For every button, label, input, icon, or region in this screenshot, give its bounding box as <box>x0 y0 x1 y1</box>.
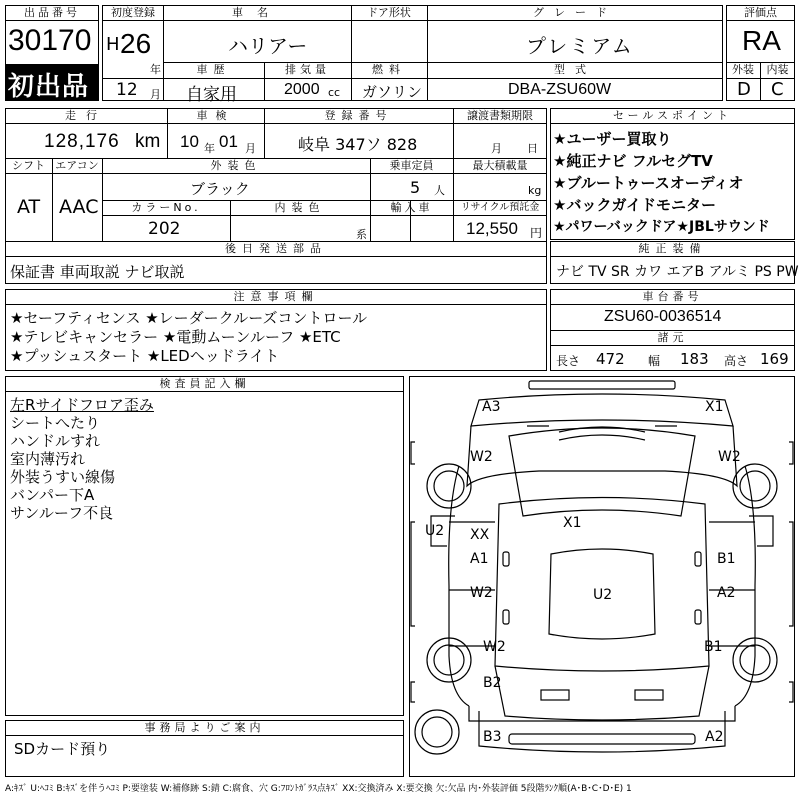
inspector-list <box>10 396 154 522</box>
sales-label: セールスポイント <box>612 109 732 122</box>
damage-zone-b3: B3 <box>483 729 502 745</box>
damage-zone-b2: B2 <box>483 675 502 691</box>
damage-zone-a2-bottom: A2 <box>705 729 724 745</box>
shift-label: シフト <box>12 159 45 172</box>
legend: A:ｷｽﾞ U:ﾍｺﾐ B:ｷｽﾞを伴うﾍｺﾐ P:要塗装 W:補修跡 S:錆 C:腐食、穴 G:ﾌﾛﾝﾄｶﾞﾗｽ点ｷｽﾞ XX:交換済み X:要交換 欠:欠品 内･外装評価 5段階ﾗﾝｸ順(A･B･C･D･E) 1 <box>5 784 632 794</box>
sales-point: ★バックガイドモニター <box>553 196 716 214</box>
inspection-year: 10 <box>180 132 199 151</box>
inspector-line: 左Rサイドフロア歪み <box>10 396 154 414</box>
first-listing-text: 初出品 <box>8 72 90 102</box>
color-no-label: カラーNo. <box>131 201 201 214</box>
history: 自家用 <box>186 85 237 105</box>
recycle-label: リサイクル預託金 <box>460 202 540 213</box>
capacity-unit: 人 <box>434 184 445 197</box>
load-unit: kg <box>528 184 542 197</box>
capacity-label: 乗車定員 <box>389 159 434 172</box>
height-label: 高さ <box>724 354 749 368</box>
transfer-day-unit: 日 <box>527 142 538 155</box>
history-label: 車歴 <box>196 63 231 76</box>
damage-zone-u2-left: U2 <box>425 523 445 539</box>
color: ブラック <box>190 180 250 198</box>
inspector-line: 外装うすい線傷 <box>10 468 116 486</box>
color-no: 202 <box>148 219 181 239</box>
note-line: ★セーフティセンス ★レーダークルーズコントロール <box>10 309 368 327</box>
doors-label: ドア形状 <box>367 6 411 19</box>
transfer-month-unit: 月 <box>491 142 502 155</box>
inspection-month: 01 <box>219 132 238 151</box>
damage-zone-w2-left: W2 <box>470 449 493 465</box>
displacement-label: 排気量 <box>285 63 330 76</box>
fuel-label: 燃料 <box>372 63 406 76</box>
width-label: 幅 <box>648 354 661 368</box>
damage-zone-a1: A1 <box>470 551 489 567</box>
month-unit: 月 <box>150 88 161 101</box>
mileage: 128,176 <box>44 131 120 152</box>
exterior-label: 外装 <box>732 63 754 76</box>
damage-zone-w2-low: W2 <box>483 639 506 655</box>
office-label: 事務局よりご案内 <box>144 721 265 734</box>
sales-list <box>553 128 770 238</box>
length: 472 <box>596 350 625 368</box>
year-num: 26 <box>120 28 152 59</box>
grade: プレミアム <box>526 34 634 58</box>
model: ハリアー <box>228 34 308 58</box>
plate-label: 登録番号 <box>324 109 393 122</box>
type: DBA-ZSU60W <box>508 81 612 98</box>
sales-point: ★パワーバックドア★JBLサウンド <box>553 219 770 235</box>
first-reg-label: 初度登録 <box>111 6 155 19</box>
recycle-unit: 円 <box>530 226 543 240</box>
ac-label: エアコン <box>55 159 99 172</box>
damage-zone-u2-center: U2 <box>593 587 613 603</box>
notes-list <box>10 309 367 366</box>
inspector-line: ハンドルすれ <box>10 432 101 450</box>
inspector-line: シートへたり <box>10 414 101 432</box>
damage-zone-x1-center: X1 <box>563 515 582 531</box>
grade-label: グレード <box>533 6 617 19</box>
fuel: ガソリン <box>362 83 423 101</box>
damage-zone-a3: A3 <box>482 399 501 415</box>
sales-point: ★ブルートゥースオーディオ <box>553 174 744 192</box>
displacement-unit: cc <box>328 86 341 99</box>
month-num: 12 <box>116 80 138 100</box>
damage-zone-w2-right: W2 <box>718 449 741 465</box>
damage-zone-x1-top: X1 <box>705 399 724 415</box>
length-label: 長さ <box>556 354 581 368</box>
damage-zone-b1-low: B1 <box>704 639 723 655</box>
equipment: ナビ TV SR カワ エアB アルミ PS PW <box>556 264 799 280</box>
damage-zone-b1-right: B1 <box>717 551 736 567</box>
car-damage-diagram <box>409 376 795 777</box>
lot-number: 30170 <box>8 24 92 57</box>
height: 169 <box>760 350 789 368</box>
damage-zone-xx: XX <box>470 527 490 543</box>
ac: AAC <box>59 196 99 218</box>
shift: AT <box>17 196 41 218</box>
mileage-label: 走行 <box>65 109 107 122</box>
inspection-year-unit: 年 <box>204 142 215 155</box>
inspector-line: サンルーフ不良 <box>10 504 114 522</box>
interior-label: 内装 <box>766 63 789 76</box>
inspector-line: 室内薄汚れ <box>10 450 86 468</box>
inspector-line: バンパー下A <box>10 486 95 504</box>
dims-label: 諸元 <box>657 331 688 344</box>
later-label: 後日発送部品 <box>225 242 327 255</box>
type-label: 型式 <box>554 63 596 76</box>
later: 保証書 車両取説 ナビ取説 <box>10 263 185 281</box>
sales-point: ★純正ナビ フルセグTV <box>553 152 713 170</box>
lot-number-label: 出品番号 <box>24 6 80 19</box>
interior-color-unit: 系 <box>356 228 367 241</box>
damage-zone-w2-mid: W2 <box>470 585 493 601</box>
plate: 岐阜 347ソ 828 <box>298 135 418 154</box>
model-label: 車名 <box>232 6 282 19</box>
inspection-label: 車検 <box>196 109 235 122</box>
color-label: 外装色 <box>210 159 262 172</box>
year-unit: 年 <box>150 63 161 76</box>
score-label: 評価点 <box>744 6 777 19</box>
inspection-month-unit: 月 <box>245 142 256 155</box>
note-line: ★テレビキャンセラー ★電動ムーンルーフ ★ETC <box>10 328 341 346</box>
import-label: 輸入車 <box>390 201 433 214</box>
office-note: SDカード預り <box>14 740 111 758</box>
notes-label: 注意事項欄 <box>233 290 319 303</box>
era: H <box>106 34 120 55</box>
mileage-unit: km <box>135 131 161 152</box>
displacement: 2000 <box>284 81 320 98</box>
exterior-grade: D <box>737 79 751 100</box>
inspector-label: 検査員記入欄 <box>159 377 250 390</box>
interior-grade: C <box>771 79 784 100</box>
damage-zone-a2-right: A2 <box>717 585 736 601</box>
interior-color-label: 内装色 <box>274 201 326 214</box>
chassis-label: 車台番号 <box>642 290 703 303</box>
chassis-number: ZSU60-0036514 <box>604 308 722 325</box>
load-label: 最大積載量 <box>472 159 528 172</box>
note-line: ★プッシュスタート ★LEDヘッドライト <box>10 347 280 365</box>
sales-point: ★ユーザー買取り <box>553 130 672 148</box>
width: 183 <box>680 350 709 368</box>
capacity: 5 <box>410 178 421 197</box>
equipment-label: 純正装備 <box>638 242 707 255</box>
recycle: 12,550 <box>466 219 518 238</box>
transfer-label: 譲渡書類期限 <box>467 109 533 122</box>
score: RA <box>742 25 781 56</box>
